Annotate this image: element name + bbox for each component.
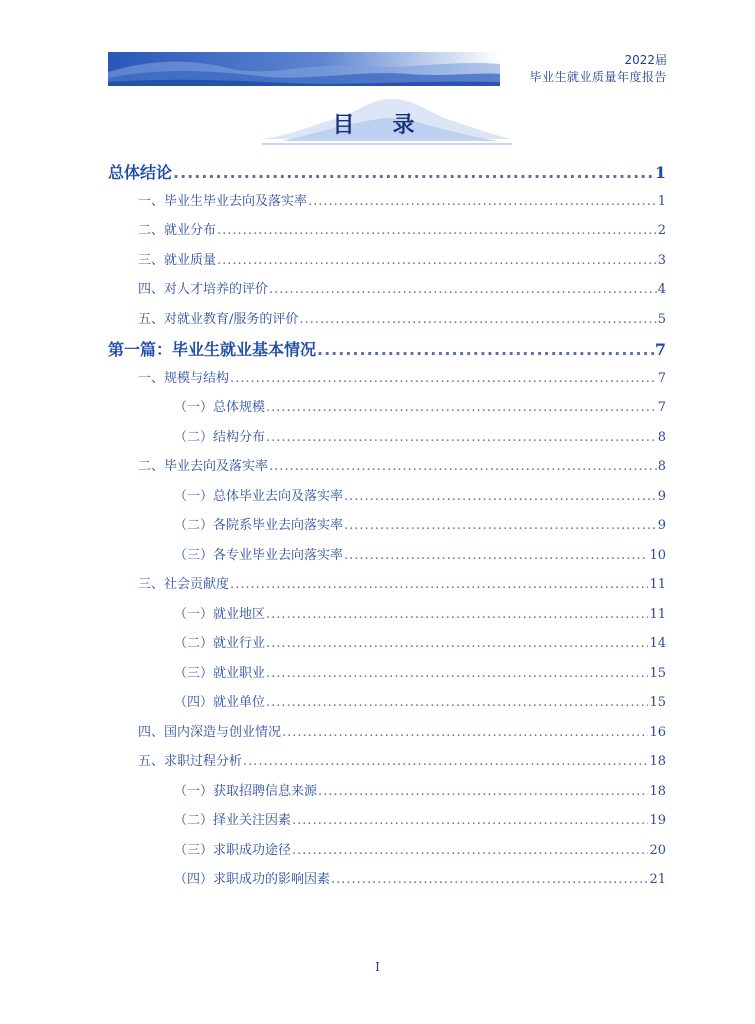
toc-entry-page: 11 bbox=[649, 606, 666, 622]
toc-entry-page: 1 bbox=[654, 163, 666, 182]
toc-leader-dots bbox=[230, 577, 648, 592]
toc-entry-page: 8 bbox=[657, 459, 666, 474]
toc-leader-dots bbox=[217, 223, 657, 238]
toc-entry-label: 二、就业分布 bbox=[138, 223, 217, 238]
toc-entry-label: （四）就业单位 bbox=[174, 695, 266, 710]
toc-entry-page: 7 bbox=[657, 370, 666, 386]
toc-leader-dots bbox=[266, 666, 648, 681]
toc-entry-label: （三）各专业毕业去向落实率 bbox=[174, 547, 344, 563]
toc-leader-dots bbox=[266, 607, 648, 622]
toc-entry-label: （二）结构分布 bbox=[174, 429, 266, 445]
toc-entry[interactable] bbox=[108, 455, 666, 474]
toc-entry-page: 9 bbox=[657, 488, 666, 504]
toc-entry[interactable] bbox=[108, 514, 666, 533]
toc-entry[interactable] bbox=[108, 809, 666, 828]
toc-entry[interactable] bbox=[108, 190, 666, 209]
toc-entry[interactable] bbox=[108, 219, 666, 238]
toc-entry-label: （三）求职成功途径 bbox=[174, 842, 292, 858]
toc-entry-label: 三、社会贡献度 bbox=[138, 577, 230, 592]
toc-leader-dots bbox=[299, 312, 656, 327]
toc-entry-page: 21 bbox=[649, 872, 666, 887]
toc-leader-dots bbox=[308, 194, 657, 209]
toc-entry-label: （一）获取招聘信息来源 bbox=[174, 783, 318, 799]
toc-entry-label: 三、就业质量 bbox=[138, 252, 217, 268]
toc-leader-dots bbox=[318, 784, 648, 799]
toc-entry-label: （一）总体毕业去向及落实率 bbox=[174, 488, 344, 504]
toc-entry-page: 15 bbox=[649, 665, 666, 681]
toc-entry[interactable] bbox=[108, 544, 666, 563]
toc-entry[interactable] bbox=[108, 426, 666, 445]
toc-entry-label: （三）就业职业 bbox=[174, 665, 266, 681]
toc-entry-page: 9 bbox=[657, 518, 666, 533]
toc-entry-label: 四、国内深造与创业情况 bbox=[138, 724, 282, 740]
report-subtitle: 毕业生就业质量年度报告 bbox=[529, 70, 667, 84]
toc-entry[interactable] bbox=[108, 573, 666, 592]
toc-entry-page: 5 bbox=[657, 311, 666, 327]
toc-entry-label: （二）就业行业 bbox=[174, 636, 266, 651]
toc-leader-dots bbox=[266, 400, 657, 415]
toc-entry-page: 7 bbox=[654, 340, 666, 359]
toc-entry-page: 3 bbox=[657, 252, 666, 268]
report-header bbox=[529, 52, 667, 86]
toc-leader-dots bbox=[266, 695, 648, 710]
toc-leader-dots bbox=[292, 813, 648, 828]
toc-entry-page: 4 bbox=[657, 282, 666, 297]
toc-entry[interactable] bbox=[108, 485, 666, 504]
toc-entry-page: 16 bbox=[649, 724, 666, 740]
page-number: I bbox=[375, 960, 380, 974]
toc-entry[interactable] bbox=[108, 367, 666, 386]
toc-entry-label: （四）求职成功的影响因素 bbox=[174, 872, 331, 887]
report-year: 2022届 bbox=[624, 53, 667, 67]
toc-entry[interactable] bbox=[108, 308, 666, 327]
toc-entry[interactable] bbox=[108, 278, 666, 297]
toc-entry-label: （一）总体规模 bbox=[174, 400, 266, 415]
toc-entry[interactable] bbox=[108, 337, 666, 360]
toc-entry-label: 一、毕业生毕业去向及落实率 bbox=[138, 193, 308, 209]
toc-leader-dots bbox=[292, 843, 648, 858]
header-mountain-banner bbox=[108, 52, 500, 86]
toc-entry[interactable] bbox=[108, 249, 666, 268]
toc-entry-page: 7 bbox=[657, 400, 666, 415]
toc-entry-label: 四、对人才培养的评价 bbox=[138, 282, 269, 297]
toc-entry-label: 一、规模与结构 bbox=[138, 370, 230, 386]
toc-entry[interactable] bbox=[108, 160, 666, 183]
toc-entry[interactable] bbox=[108, 632, 666, 651]
toc-entry-page: 20 bbox=[649, 842, 666, 858]
toc-entry[interactable] bbox=[108, 691, 666, 710]
toc-entry[interactable] bbox=[108, 750, 666, 769]
toc-entry-page: 18 bbox=[649, 783, 666, 799]
toc-entry-label: （二）各院系毕业去向落实率 bbox=[174, 518, 344, 533]
toc-entry-label: （二）择业关注因素 bbox=[174, 813, 292, 828]
toc-entry-label: 总体结论 bbox=[108, 163, 173, 182]
toc-leader-dots bbox=[344, 489, 657, 504]
toc-entry[interactable] bbox=[108, 721, 666, 740]
toc-leader-dots bbox=[217, 253, 657, 268]
toc-entry-page: 8 bbox=[657, 429, 666, 445]
toc-entry-page: 19 bbox=[649, 813, 666, 828]
toc-entry-page: 15 bbox=[649, 695, 666, 710]
toc-entry-page: 14 bbox=[649, 636, 666, 651]
toc-entry[interactable] bbox=[108, 839, 666, 858]
toc-leader-dots bbox=[243, 754, 648, 769]
toc-entry-label: 二、毕业去向及落实率 bbox=[138, 459, 269, 474]
toc-leader-dots bbox=[269, 459, 657, 474]
toc-entry-page: 2 bbox=[657, 223, 666, 238]
toc-leader-dots bbox=[269, 282, 657, 297]
toc-entry[interactable] bbox=[108, 868, 666, 887]
toc-leader-dots bbox=[344, 518, 657, 533]
toc-entry-page: 11 bbox=[649, 577, 666, 592]
toc-entry-label: （一）就业地区 bbox=[174, 606, 266, 622]
toc-entry[interactable] bbox=[108, 662, 666, 681]
toc-entry-page: 18 bbox=[649, 754, 666, 769]
toc-leader-dots bbox=[266, 636, 648, 651]
toc-leader-dots bbox=[230, 371, 657, 386]
toc-leader-dots bbox=[344, 548, 648, 563]
toc-entry-label: 五、求职过程分析 bbox=[138, 754, 243, 769]
toc-leader-dots bbox=[173, 163, 654, 182]
toc-entry-label: 五、对就业教育/服务的评价 bbox=[138, 311, 299, 327]
toc-entry-page: 1 bbox=[657, 193, 666, 209]
toc-leader-dots bbox=[266, 430, 657, 445]
toc-entry[interactable] bbox=[108, 603, 666, 622]
page-title: 目 录 bbox=[332, 112, 423, 138]
toc-leader-dots bbox=[317, 340, 654, 359]
toc-entry-page: 10 bbox=[649, 547, 666, 563]
toc-entry-label: 第一篇：毕业生就业基本情况 bbox=[108, 340, 317, 359]
toc-leader-dots bbox=[282, 725, 648, 740]
toc-leader-dots bbox=[331, 872, 648, 887]
toc-entry[interactable] bbox=[108, 780, 666, 799]
toc-entry[interactable] bbox=[108, 396, 666, 415]
